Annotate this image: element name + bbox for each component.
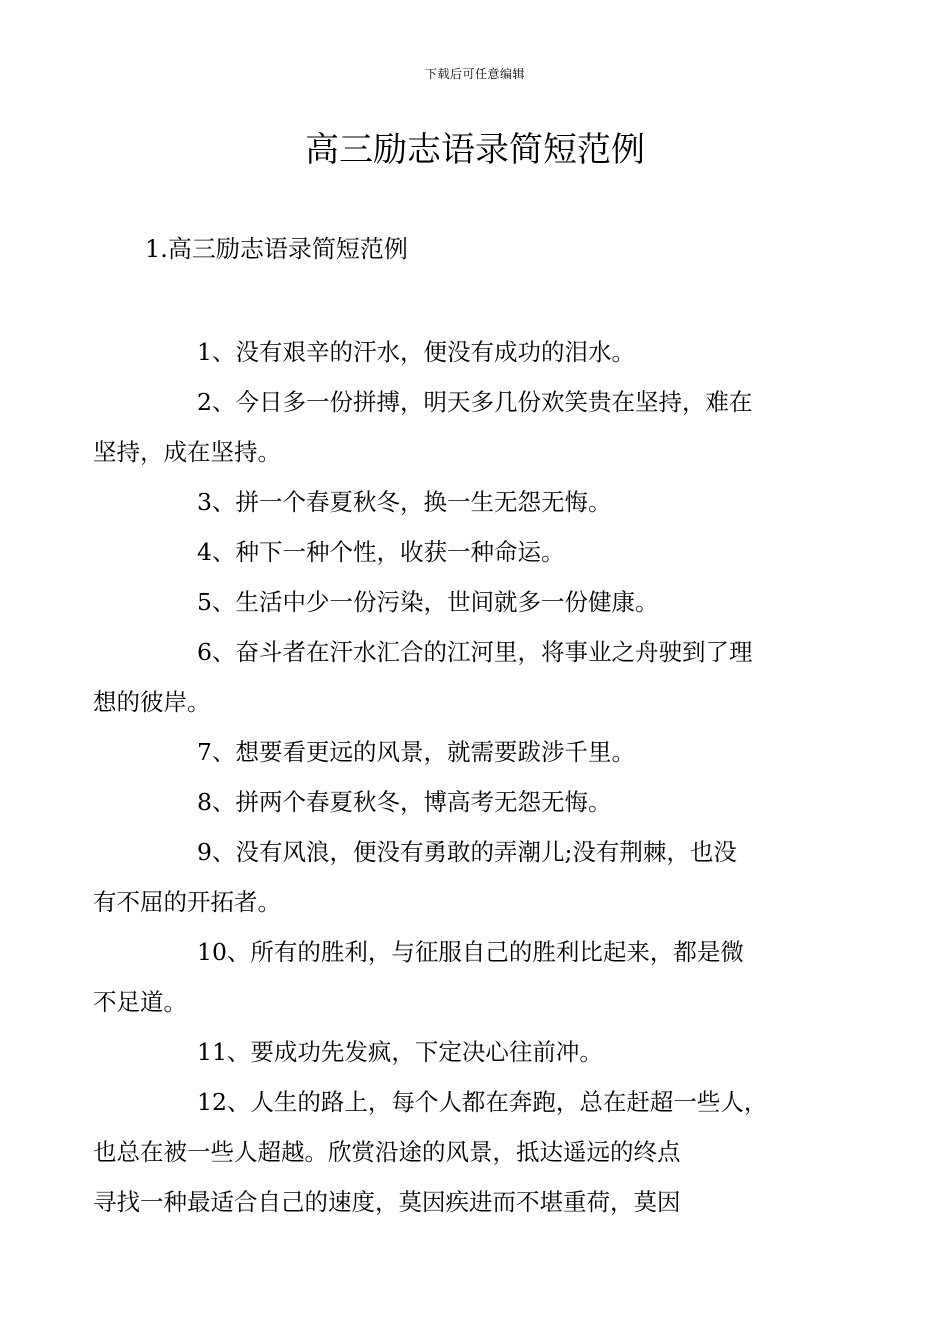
paragraph	[93, 827, 810, 927]
text-line: 8、拼两个春夏秋冬，博高考无怨无悔。	[197, 788, 612, 816]
text-line: 3、拼一个春夏秋冬，换一生无怨无悔。	[197, 488, 612, 516]
text-line: 6、奋斗者在汗水汇合的江河里，将事业之舟驶到了理	[197, 638, 753, 666]
text-line: 12、人生的路上，每个人都在奔跑，总在赶超一些人，	[197, 1088, 768, 1116]
page-header-note: 下载后可任意编辑	[424, 67, 525, 81]
paragraph	[145, 477, 810, 527]
text-line: 坚持，成在坚持。	[93, 438, 281, 466]
text-line: 2、今日多一份拼搏，明天多几份欢笑贵在坚持，难在	[197, 388, 753, 416]
paragraph	[93, 627, 810, 727]
paragraph	[145, 527, 810, 577]
paragraph	[145, 327, 810, 377]
document-body	[93, 327, 810, 1227]
paragraph	[93, 927, 810, 1027]
paragraph	[93, 1077, 810, 1227]
text-line: 10、所有的胜利，与征服自己的胜利比起来，都是微	[197, 938, 744, 966]
text-line: 7、想要看更远的风景，就需要跋涉千里。	[197, 738, 635, 766]
paragraph	[145, 1027, 810, 1077]
text-line: 不足道。	[93, 988, 187, 1016]
paragraph	[145, 577, 810, 627]
paragraph	[93, 377, 810, 477]
text-line: 有不屈的开拓者。	[93, 888, 281, 916]
text-line: 11、要成功先发疯，下定决心往前冲。	[197, 1038, 603, 1066]
text-line: 4、种下一种个性，收获一种命运。	[197, 538, 565, 566]
text-line: 寻找一种最适合自己的速度，莫因疾进而不堪重荷，莫因	[93, 1188, 681, 1216]
paragraph	[145, 777, 810, 827]
text-line: 9、没有风浪，便没有勇敢的弄潮儿;没有荆棘，也没	[197, 838, 737, 866]
paragraph	[145, 727, 810, 777]
document-title: 高三励志语录简短范例	[305, 130, 645, 170]
text-line: 1、没有艰辛的汗水，便没有成功的泪水。	[197, 338, 635, 366]
text-line: 也总在被一些人超越。欣赏沿途的风景，抵达遥远的终点	[93, 1138, 681, 1166]
text-line: 想的彼岸。	[93, 688, 211, 716]
section-heading: 1.高三励志语录简短范例	[145, 235, 408, 263]
text-line: 5、生活中少一份污染，世间就多一份健康。	[197, 588, 659, 616]
